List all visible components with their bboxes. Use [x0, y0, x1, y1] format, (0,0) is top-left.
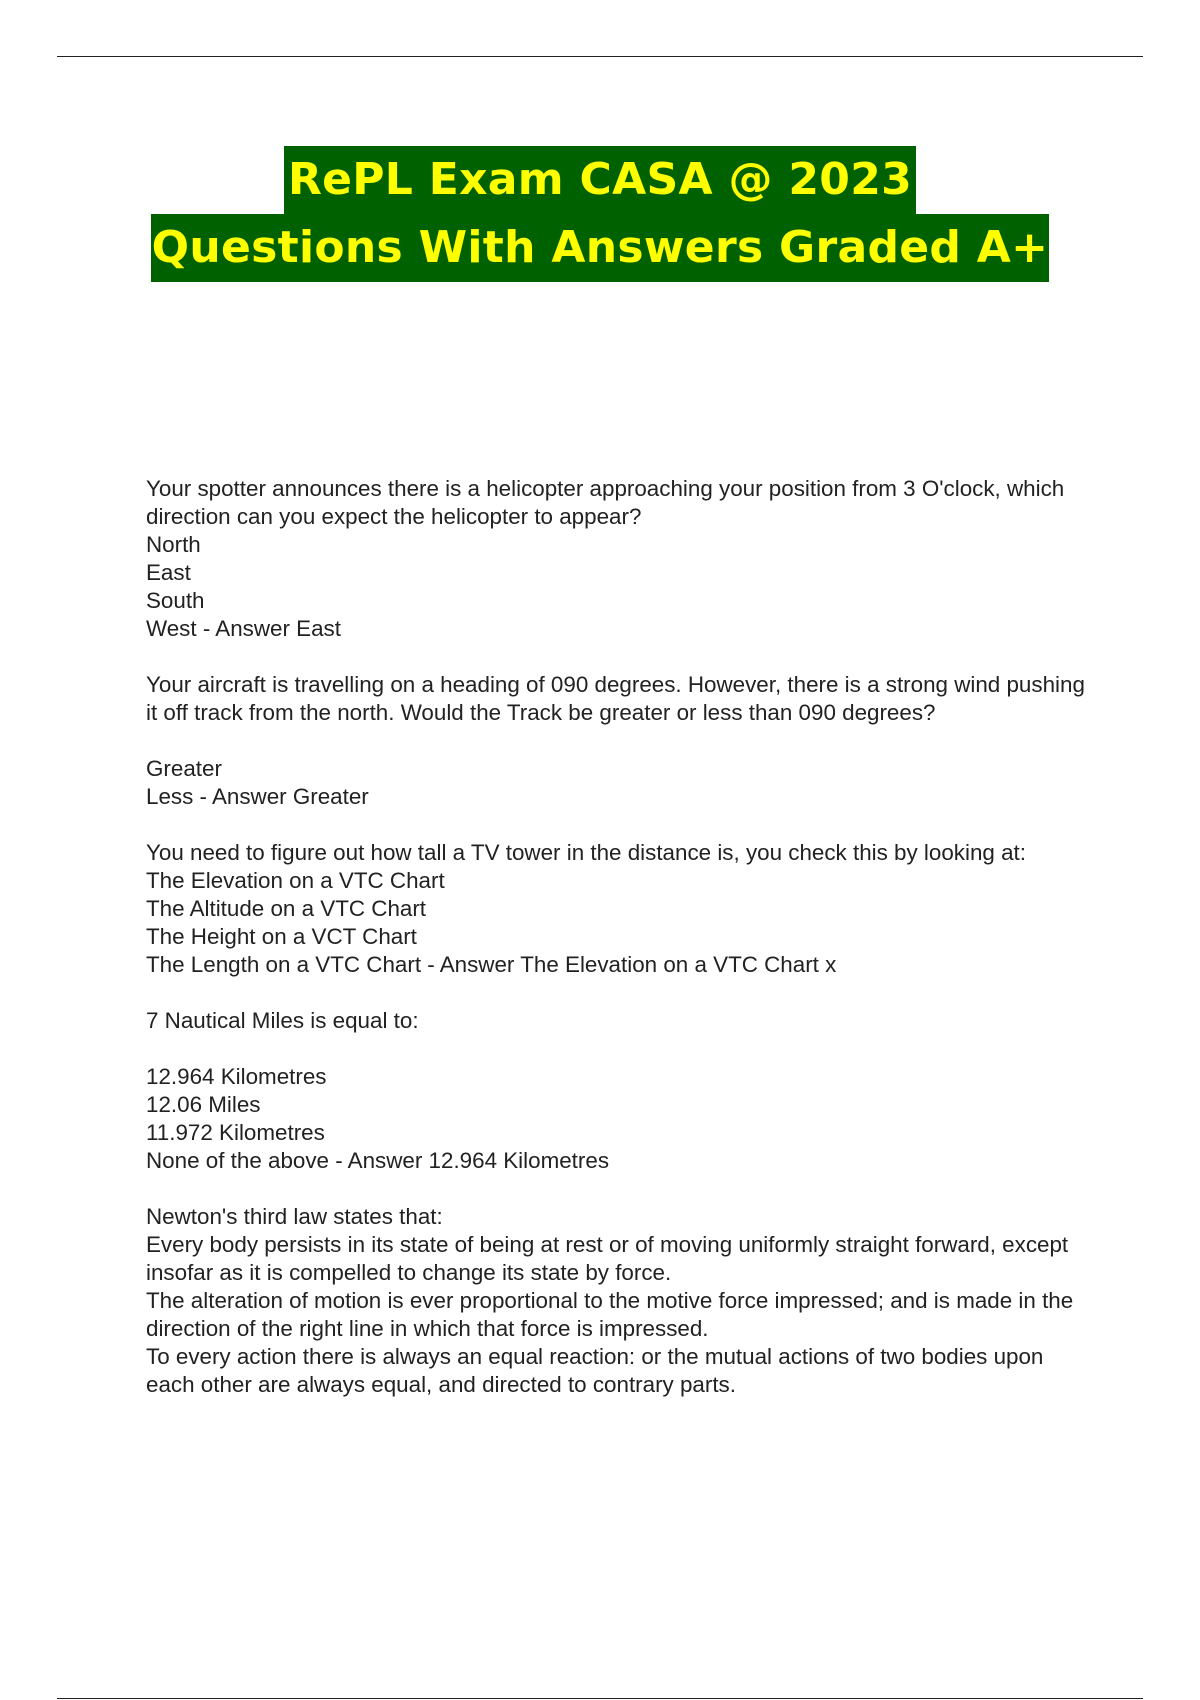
- question-text: 7 Nautical Miles is equal to:: [146, 1008, 419, 1033]
- option-with-answer: Less - Answer Greater: [146, 784, 369, 809]
- option: North: [146, 532, 201, 557]
- question-text: Your aircraft is travelling on a heading of 090 degrees. However, there is a strong wind pushing it off track from the north. Would the Track be greater or less than 090 degrees?: [146, 672, 1085, 725]
- option: Greater: [146, 756, 222, 781]
- option-with-answer: The Length on a VTC Chart - Answer The Elevation on a VTC Chart x: [146, 952, 837, 977]
- question-block-3: [146, 839, 1096, 979]
- title-line-1: RePL Exam CASA @ 2023: [284, 146, 916, 214]
- option: Every body persists in its state of being at rest or of moving uniformly straight forward, except insofar as it is compelled to change its state by force.: [146, 1232, 1069, 1285]
- question-text: Newton's third law states that:: [146, 1204, 443, 1229]
- question-block-2: [146, 671, 1096, 811]
- option-with-answer: West - Answer East: [146, 616, 341, 641]
- option: The Altitude on a VTC Chart: [146, 896, 427, 921]
- option: The Elevation on a VTC Chart: [146, 868, 445, 893]
- option: The Height on a VCT Chart: [146, 924, 417, 949]
- question-block-4: [146, 1007, 1096, 1175]
- top-rule: [57, 56, 1143, 57]
- option: South: [146, 588, 205, 613]
- document-title: [0, 146, 1200, 282]
- questions-body: [146, 475, 1096, 1399]
- question-block-1: [146, 475, 1096, 643]
- option: East: [146, 560, 191, 585]
- question-text: Your spotter announces there is a helicopter approaching your position from 3 O'clock, which direction can you expect the helicopter to appear?: [146, 476, 1065, 529]
- question-block-5: [146, 1203, 1096, 1399]
- bottom-rule: [57, 1698, 1143, 1699]
- title-line-2: Questions With Answers Graded A+: [151, 214, 1050, 282]
- option: The alteration of motion is ever proportional to the motive force impressed; and is made in the direction of the right line in which that force is impressed.: [146, 1288, 1074, 1341]
- option: 12.964 Kilometres: [146, 1064, 327, 1089]
- option: To every action there is always an equal reaction: or the mutual actions of two bodies upon each other are always equal, and directed to contrary parts.: [146, 1344, 1044, 1397]
- option-with-answer: None of the above - Answer 12.964 Kilometres: [146, 1148, 610, 1173]
- option: 12.06 Miles: [146, 1092, 261, 1117]
- option: 11.972 Kilometres: [146, 1120, 325, 1145]
- question-text: You need to figure out how tall a TV tower in the distance is, you check this by looking at:: [146, 840, 1026, 865]
